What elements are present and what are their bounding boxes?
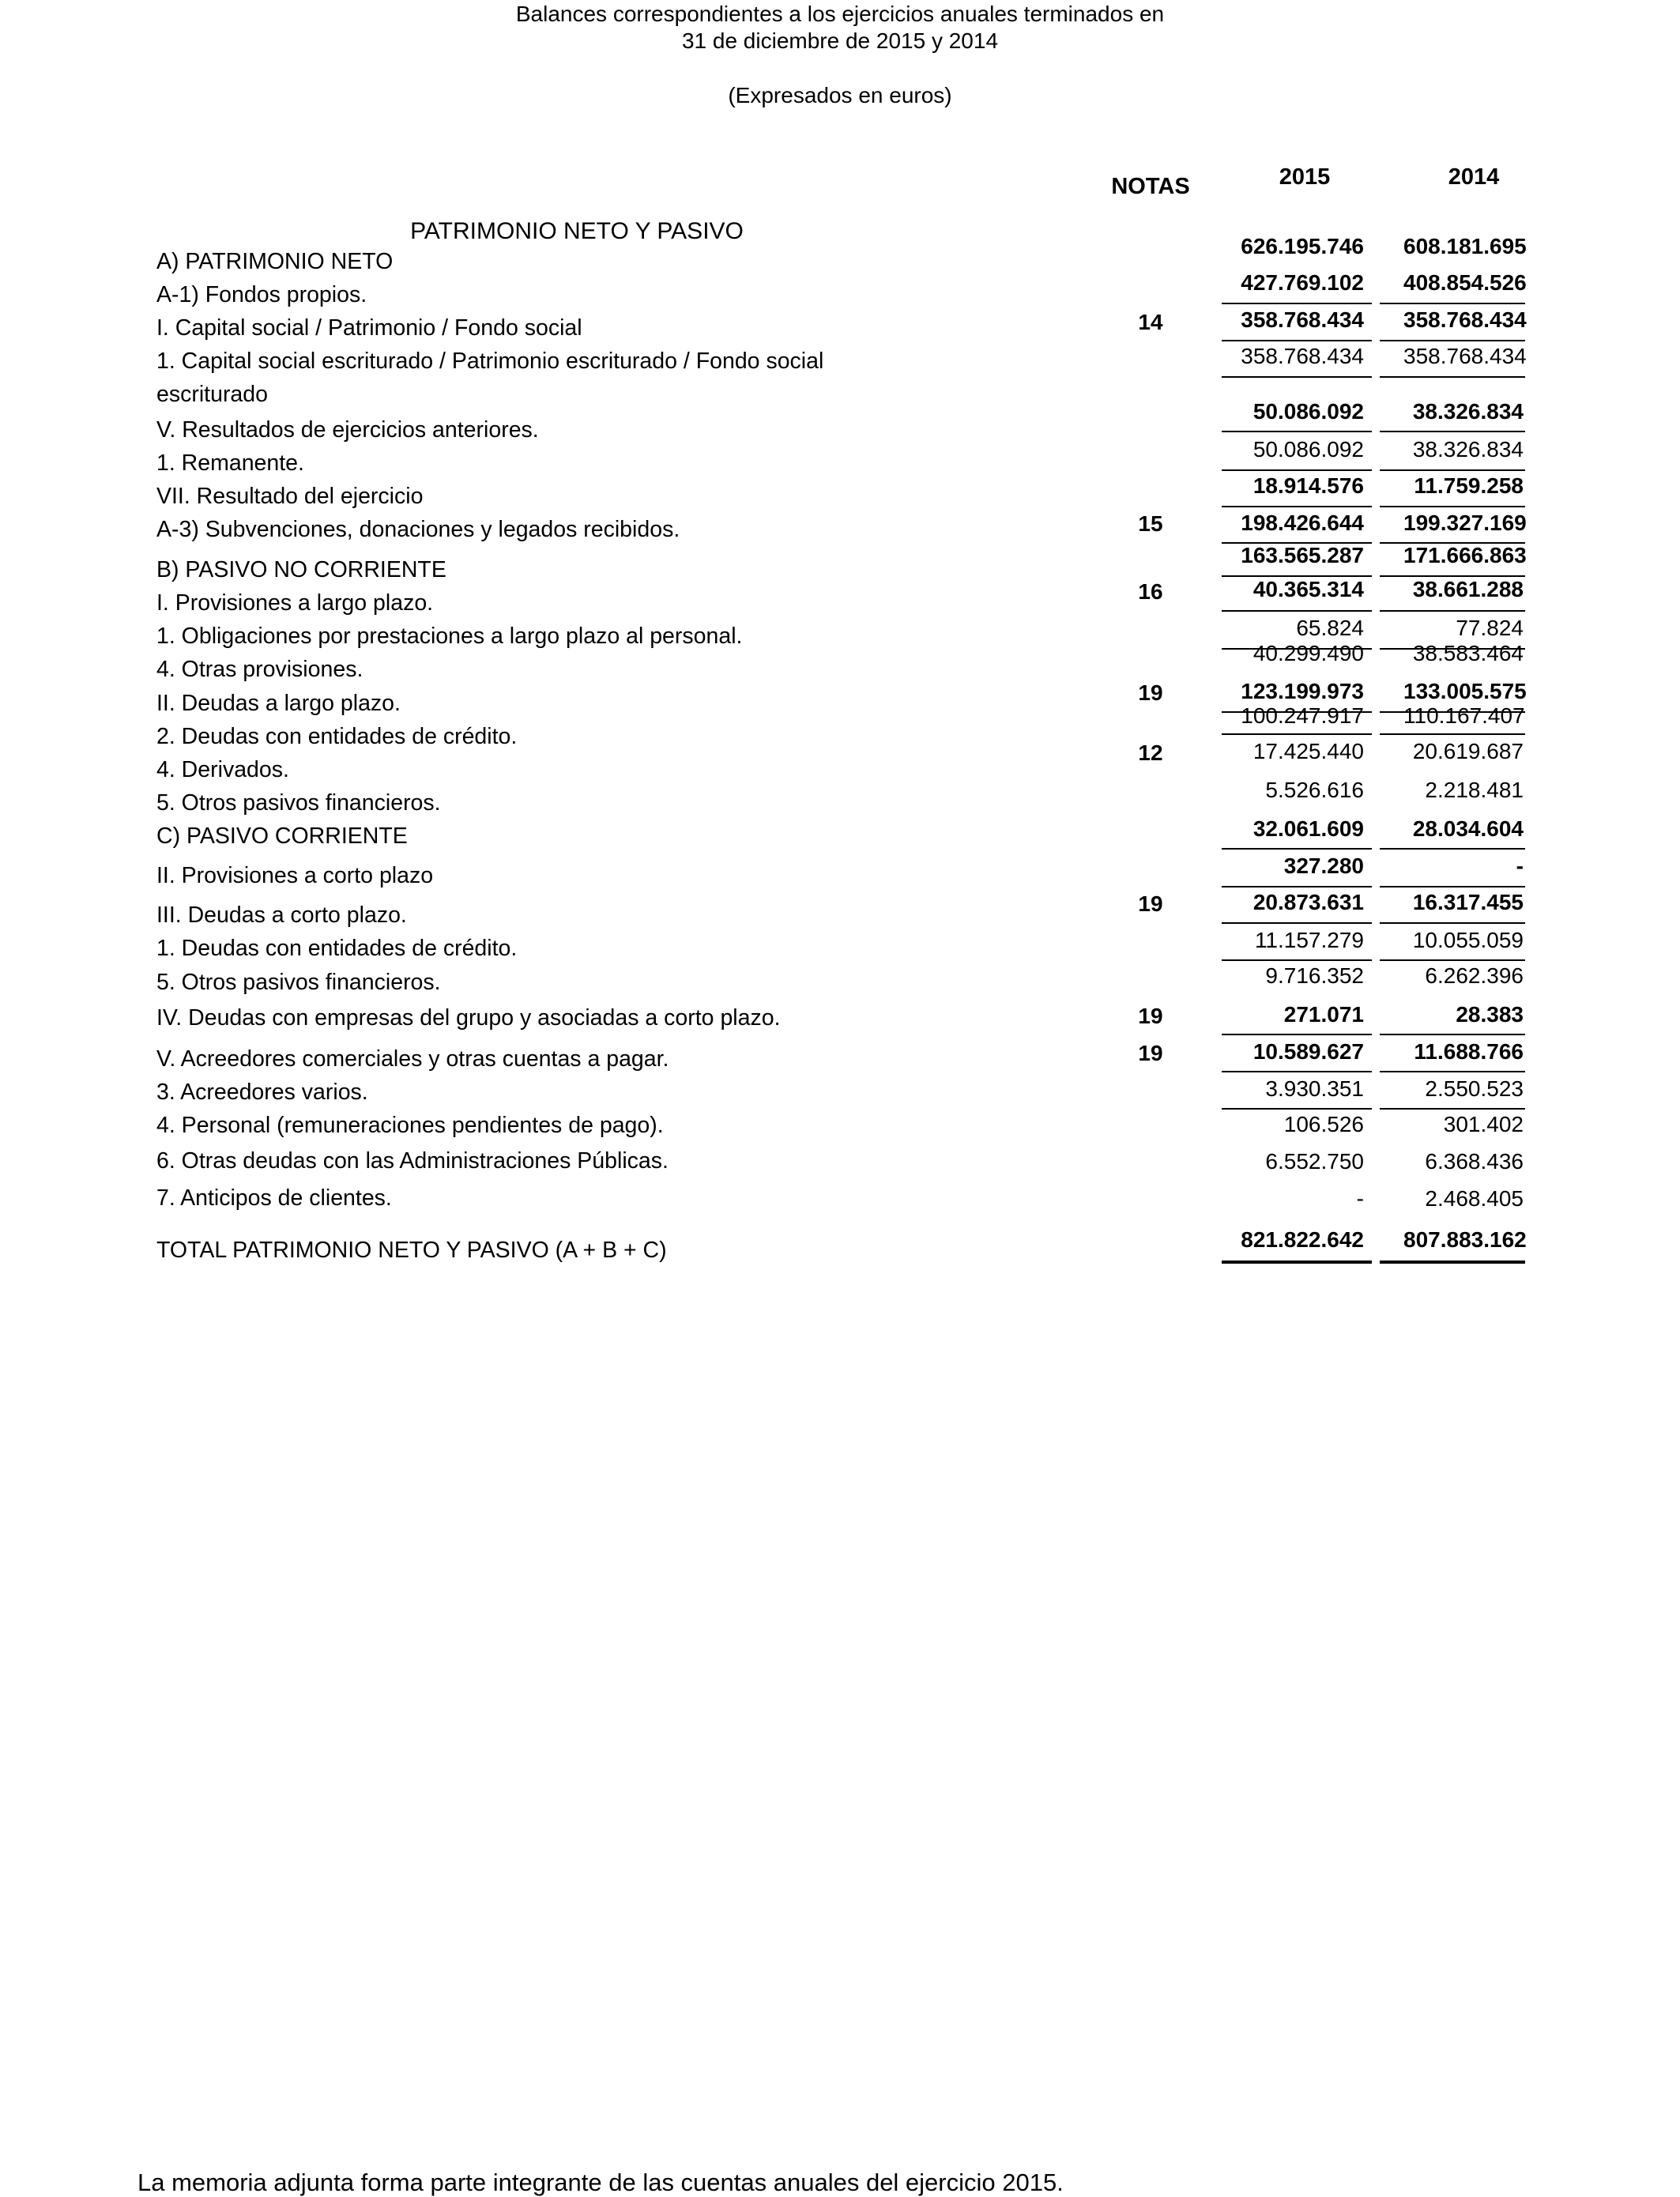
value-2015: -: [1356, 1186, 1364, 1211]
row-label: V. Resultados de ejercicios anteriores.: [156, 417, 539, 443]
row-label: 2. Deudas con entidades de crédito.: [156, 724, 518, 749]
report-title-line-2: 31 de diciembre de 2015 y 2014: [681, 28, 999, 53]
row-rule: [1222, 1071, 1372, 1072]
value-2014: 16.317.455: [1412, 890, 1524, 914]
value-2015: 626.195.746: [1241, 234, 1364, 258]
value-2014: 11.759.258: [1414, 473, 1524, 498]
row-rule: [1380, 376, 1525, 378]
value-2014: 2.468.405: [1425, 1186, 1524, 1211]
value-2015: 123.199.973: [1241, 679, 1364, 703]
value-2014: 38.583.464: [1412, 641, 1524, 665]
value-2014: 28.034.604: [1412, 816, 1524, 841]
value-2015: 40.365.314: [1252, 577, 1364, 601]
report-title-line-1: Balances correspondientes a los ejercicios anuales terminados en: [515, 2, 1165, 26]
row-nota: 19: [1138, 891, 1163, 916]
row-label: 5. Otros pasivos financieros.: [156, 970, 441, 995]
row-label: 3. Acreedores varios.: [156, 1080, 368, 1105]
value-2015: 50.086.092: [1252, 399, 1364, 424]
row-nota: 15: [1138, 511, 1163, 536]
value-2014: 133.005.575: [1403, 679, 1527, 703]
row-label: V. Acreedores comerciales y otras cuentas a pagar.: [156, 1046, 669, 1072]
row-rule: [1380, 303, 1525, 304]
row-label: 4. Personal (remuneraciones pendientes de pago).: [156, 1113, 664, 1138]
row-rule: [1380, 848, 1525, 850]
row-nota: 19: [1138, 680, 1163, 705]
row-nota: 14: [1138, 310, 1163, 334]
row-label: 1. Capital social escriturado / Patrimonio escriturado / Fondo social escriturado: [156, 349, 824, 407]
value-2014: 2.218.481: [1425, 778, 1524, 802]
value-2014: 408.854.526: [1403, 270, 1527, 295]
row-label: B) PASIVO NO CORRIENTE: [156, 557, 446, 582]
value-2015: 106.526: [1283, 1112, 1364, 1136]
value-2014: 20.619.687: [1412, 739, 1524, 763]
value-2014: 358.768.434: [1403, 344, 1527, 368]
value-2015: 50.086.092: [1252, 437, 1364, 462]
row-rule: [1222, 733, 1372, 735]
value-2015: 17.425.440: [1252, 739, 1364, 763]
value-2015: 6.552.750: [1265, 1149, 1364, 1174]
value-2014: 11.688.766: [1414, 1039, 1524, 1064]
value-2015: 358.768.434: [1241, 344, 1364, 368]
value-2015: 18.914.576: [1252, 473, 1364, 498]
currency-note: (Expresados en euros): [728, 83, 952, 107]
value-2015: 327.280: [1283, 854, 1364, 878]
value-2014: 807.883.162: [1403, 1227, 1527, 1252]
row-label: 6. Otras deudas con las Administraciones Públicas.: [156, 1148, 669, 1174]
value-2014: 171.666.863: [1403, 543, 1527, 567]
row-rule: [1380, 1071, 1525, 1072]
row-label: III. Deudas a corto plazo.: [156, 903, 407, 928]
row-rule: [1380, 469, 1525, 471]
value-2015: 9.716.352: [1265, 963, 1364, 988]
value-2014: 608.181.695: [1403, 234, 1527, 258]
row-rule: [1222, 303, 1372, 304]
row-rule: [1380, 610, 1525, 612]
row-label: A-3) Subvenciones, donaciones y legados recibidos.: [156, 517, 680, 542]
value-2015: 10.589.627: [1252, 1039, 1364, 1064]
row-rule: [1380, 959, 1525, 961]
row-rule: [1380, 886, 1525, 887]
row-label: I. Capital social / Patrimonio / Fondo social: [156, 315, 582, 341]
row-nota: 19: [1138, 1041, 1163, 1065]
row-label: TOTAL PATRIMONIO NETO Y PASIVO (A + B + C): [156, 1238, 667, 1263]
value-2014: -: [1516, 854, 1524, 878]
value-2015: 427.769.102: [1241, 270, 1364, 295]
value-2014: 6.262.396: [1425, 963, 1524, 988]
row-rule: [1222, 1261, 1372, 1264]
value-2015: 198.426.644: [1241, 511, 1364, 535]
row-nota: 16: [1138, 579, 1163, 604]
value-2014: 2.550.523: [1425, 1076, 1524, 1101]
section-title: PATRIMONIO NETO Y PASIVO: [410, 218, 744, 244]
column-header-notas: NOTAS: [1111, 174, 1190, 199]
value-2014: 301.402: [1443, 1112, 1524, 1136]
value-2015: 821.822.642: [1241, 1227, 1364, 1252]
value-2015: 271.071: [1283, 1002, 1364, 1027]
value-2014: 358.768.434: [1403, 307, 1527, 332]
row-nota: 12: [1138, 740, 1163, 765]
row-label: 4. Derivados.: [156, 757, 289, 782]
value-2015: 20.873.631: [1252, 890, 1364, 914]
row-label: 1. Remanente.: [156, 450, 304, 476]
row-rule: [1222, 922, 1372, 924]
row-label: VII. Resultado del ejercicio: [156, 484, 424, 509]
row-rule: [1222, 431, 1372, 432]
row-rule: [1380, 340, 1525, 341]
column-header-2015: 2015: [1279, 164, 1331, 190]
row-rule: [1380, 1261, 1525, 1264]
row-rule: [1380, 1108, 1525, 1110]
row-label: 5. Otros pasivos financieros.: [156, 790, 441, 816]
row-label: II. Deudas a largo plazo.: [156, 691, 401, 716]
row-rule: [1380, 431, 1525, 432]
value-2015: 11.157.279: [1254, 928, 1364, 952]
row-label: I. Provisiones a largo plazo.: [156, 590, 434, 616]
value-2015: 32.061.609: [1252, 816, 1364, 841]
value-2014: 6.368.436: [1425, 1149, 1524, 1174]
row-rule: [1222, 1108, 1372, 1110]
value-2015: 3.930.351: [1265, 1076, 1364, 1101]
row-nota: 19: [1138, 1004, 1163, 1028]
row-rule: [1380, 1034, 1525, 1035]
value-2014: 199.327.169: [1403, 511, 1527, 535]
row-label: IV. Deudas con empresas del grupo y asociadas a corto plazo.: [156, 1005, 781, 1031]
value-2015: 65.824: [1296, 616, 1364, 640]
value-2014: 77.824: [1456, 616, 1524, 640]
row-rule: [1222, 848, 1372, 850]
value-2014: 38.661.288: [1412, 577, 1524, 601]
row-rule: [1222, 610, 1372, 612]
value-2014: 110.167.407: [1403, 703, 1525, 728]
value-2014: 28.383: [1456, 1002, 1524, 1027]
row-rule: [1222, 340, 1372, 341]
value-2015: 163.565.287: [1241, 543, 1364, 567]
row-label: 1. Obligaciones por prestaciones a largo plazo al personal.: [156, 624, 743, 649]
value-2015: 358.768.434: [1241, 307, 1364, 332]
value-2015: 100.247.917: [1241, 703, 1364, 728]
row-rule: [1222, 886, 1372, 887]
row-rule: [1222, 469, 1372, 471]
row-rule: [1222, 1034, 1372, 1035]
row-rule: [1380, 922, 1525, 924]
row-rule: [1380, 506, 1525, 507]
row-rule: [1222, 959, 1372, 961]
value-2014: 38.326.834: [1412, 399, 1524, 424]
value-2015: 40.299.490: [1252, 641, 1364, 665]
value-2014: 10.055.059: [1412, 928, 1524, 952]
row-label: 7. Anticipos de clientes.: [156, 1185, 392, 1211]
row-label: A-1) Fondos propios.: [156, 282, 367, 307]
value-2014: 38.326.834: [1412, 437, 1524, 462]
column-header-2014: 2014: [1448, 164, 1500, 190]
row-rule: [1222, 376, 1372, 378]
row-rule: [1222, 506, 1372, 507]
row-label: A) PATRIMONIO NETO: [156, 249, 394, 274]
footer-note: La memoria adjunta forma parte integrante de las cuentas anuales del ejercicio 2015.: [137, 2169, 1064, 2196]
row-label: 4. Otras provisiones.: [156, 657, 363, 682]
row-label: II. Provisiones a corto plazo: [156, 863, 434, 888]
row-label: 1. Deudas con entidades de crédito.: [156, 936, 518, 961]
value-2015: 5.526.616: [1265, 778, 1364, 802]
row-rule: [1380, 733, 1525, 735]
row-label: C) PASIVO CORRIENTE: [156, 823, 408, 849]
